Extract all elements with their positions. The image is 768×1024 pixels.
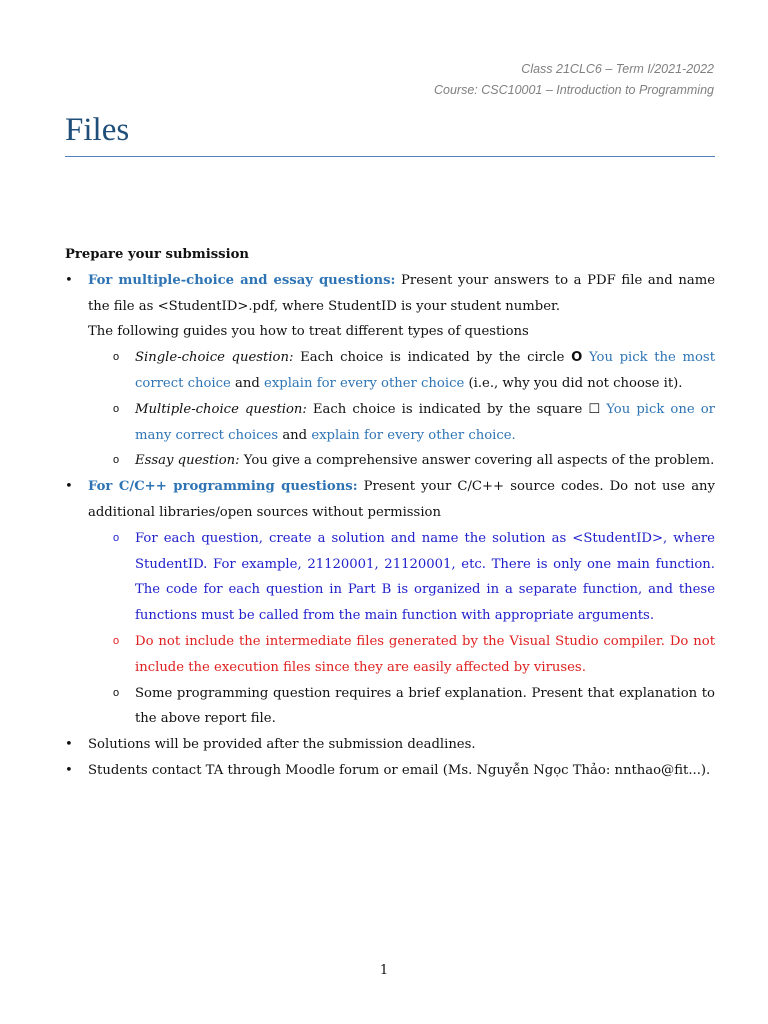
page-number: 1 — [379, 963, 389, 978]
multiple-choice-label: Multiple-choice question: — [135, 401, 307, 417]
essay-text: You give a comprehensive answer covering all aspects of the problem. — [239, 453, 715, 469]
bullet-solutions: • Solutions will be provided after the submission deadlines. — [65, 732, 715, 758]
single-choice-and: and — [230, 375, 265, 391]
single-choice-tail: (i.e., why you did not choose it). — [464, 375, 683, 391]
explanation-item: o Some programming question requires a brief explanation. Present that explanation to the above report file. — [88, 681, 715, 733]
multiple-choice-text: Each choice is indicated by the square — [306, 401, 589, 417]
bullet-contact: • Students contact TA through Moodle forum or email (Ms. Nguyễn Ngọc Thảo: nnthao@fit...). — [65, 758, 715, 784]
course-line: Course: CSC10001 – Introduction to Programming — [433, 83, 714, 97]
multiple-choice-and: and — [278, 427, 312, 443]
bullet-text: Present your C/C++ source codes. Do not use any additional libraries/open sources without permission — [88, 479, 716, 520]
bullet-multiple-choice-essay — [65, 268, 715, 474]
single-choice-explain: explain for every other choice — [264, 375, 465, 391]
single-choice-item — [88, 345, 715, 397]
bullet-text: Present your answers to a PDF file and name the file as <StudentID>.pdf, where StudentID is your student number. — [88, 272, 716, 314]
page-title: Files — [65, 112, 130, 148]
single-choice-text: Each choice is indicated by the circle — [293, 350, 572, 366]
circle-icon: O — [571, 350, 583, 366]
essay-item — [88, 448, 715, 474]
section-heading: Prepare your submission — [65, 247, 249, 262]
single-choice-label: Single-choice question: — [135, 350, 294, 366]
submission-bullet-list — [65, 268, 715, 784]
solution-naming-item: o For each question, create a solution and name the solution as <StudentID>, where StudentID. For example, 21120001, 21120001, etc. There is only one main function. The code for each question in Part B is organized in a separate function, and these functions must be called from the main function with appropriate arguments. — [88, 526, 715, 629]
bullet-lead: For multiple-choice and essay questions: — [88, 272, 396, 288]
question-type-list — [88, 345, 715, 474]
multiple-choice-highlight: You pick one or many correct choices — [135, 401, 715, 443]
title-divider — [65, 156, 715, 157]
bullet-lead: For C/C++ programming questions: — [88, 479, 358, 495]
multiple-choice-explain: explain for every other choice. — [311, 427, 516, 443]
multiple-choice-item — [88, 397, 715, 449]
guide-text: The following guides you how to treat different types of questions — [88, 324, 529, 340]
submission-section — [65, 242, 715, 784]
square-icon: ☐ — [588, 401, 601, 417]
bullet-programming — [65, 474, 715, 732]
single-choice-highlight: You pick the most correct choice — [135, 350, 715, 391]
class-term-line: Class 21CLC6 – Term I/2021-2022 — [521, 62, 714, 76]
document-header — [434, 59, 714, 101]
essay-label: Essay question: — [135, 453, 240, 469]
programming-rules-list — [88, 526, 715, 732]
exclude-files-item: o Do not include the intermediate files generated by the Visual Studio compiler. Do not include the execution files since they are easily affected by viruses. — [88, 629, 715, 681]
